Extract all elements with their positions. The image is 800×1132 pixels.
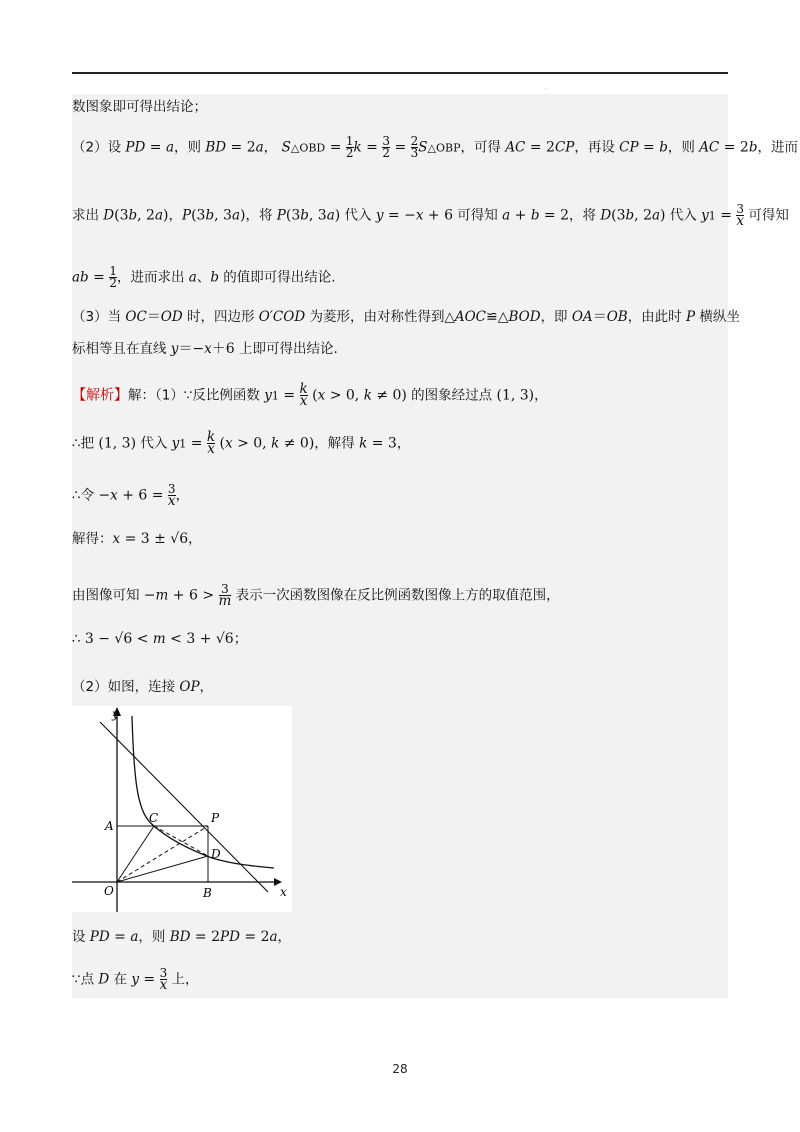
label-A: A [105, 819, 114, 833]
text-line-14: 设 PD = a，则 BD = 2PD = 2a， [72, 929, 292, 945]
solution-content [72, 94, 798, 998]
text-line-13: （2）如图，连接 OP， [72, 679, 214, 695]
text-line-7: 【解析】解：（1）∵反比例函数 y1 = $\frac{k}{x}$ (x > 0, k ≠ 0) 的图象经过点 (1, 3)， [72, 381, 548, 409]
segment-OD [117, 856, 208, 882]
label-y: y [112, 707, 119, 721]
label-C: C [149, 811, 159, 825]
coordinate-diagram [72, 706, 292, 912]
page-number: 28 [392, 1062, 408, 1076]
analysis-tag: 【解析】 [72, 387, 128, 404]
text-line-15: ∵点 D 在 y = $\frac{3}{x}$ 上， [72, 966, 199, 993]
line-graph [100, 722, 268, 892]
text-line-2: （2）设 PD = a，则 BD = 2a， S△OBD = $\frac{1}{2}$ k = $\frac{3}{2}$ = $\frac{2}{3}$ S△OBP，可得 AC = 2CP，再设 CP = b，则 AC = 2b，进而 [72, 134, 798, 160]
text-line-3: 求出 D(3b, 2a)，P(3b, 3a)，将 P(3b, 3a) 代入 y = −x + 6 可得知 a + b = 2，将 D(3b, 2a) 代入 y1 = $\frac{3}{x}$ 可得知 [72, 202, 789, 229]
text-line-4: ab = $\frac{1}{2}$ ，进而求出 a、b 的值即可得出结论. [72, 264, 336, 290]
text-line-6: 标相等且在直线 y＝−x＋6 上即可得出结论. [72, 341, 338, 357]
label-x: x [280, 885, 287, 899]
hyperbola-curve [132, 716, 274, 868]
segment-CD [154, 826, 208, 856]
text-line-5: （3）当 OC＝OD 时，四边形 O′COD 为菱形，由对称性得到△AOC≌△BOD，即 OA＝OB，由此时 P 横纵坐 [72, 309, 740, 325]
label-D: D [211, 847, 221, 861]
text-line-12: ∴ 3 − √6 < m < 3 + √6； [72, 631, 248, 647]
label-B: B [203, 886, 212, 900]
label-P: P [211, 811, 220, 825]
geometry-figure [72, 706, 292, 912]
header-rule [72, 72, 728, 74]
text-line-11: 由图像可知 −m + 6 > $\frac{3}{m}$ 表示一次函数图像在反比例函数图像上方的取值范围， [72, 582, 560, 609]
segment-OP [117, 826, 208, 882]
header-mark: . [545, 84, 547, 91]
label-O: O [104, 884, 114, 898]
segment-OC [117, 826, 154, 882]
text-line-1: 数图象即可得出结论； [72, 99, 207, 115]
text-line-10: 解得：x = 3 ± √6， [72, 531, 202, 547]
text-line-9: ∴令 −x + 6 = $\frac{3}{x}$ ， [72, 482, 190, 509]
text-line-8: ∴把 (1, 3) 代入 y1 = $\frac{k}{x}$ (x > 0, k ≠ 0)，解得 k = 3， [72, 429, 411, 457]
